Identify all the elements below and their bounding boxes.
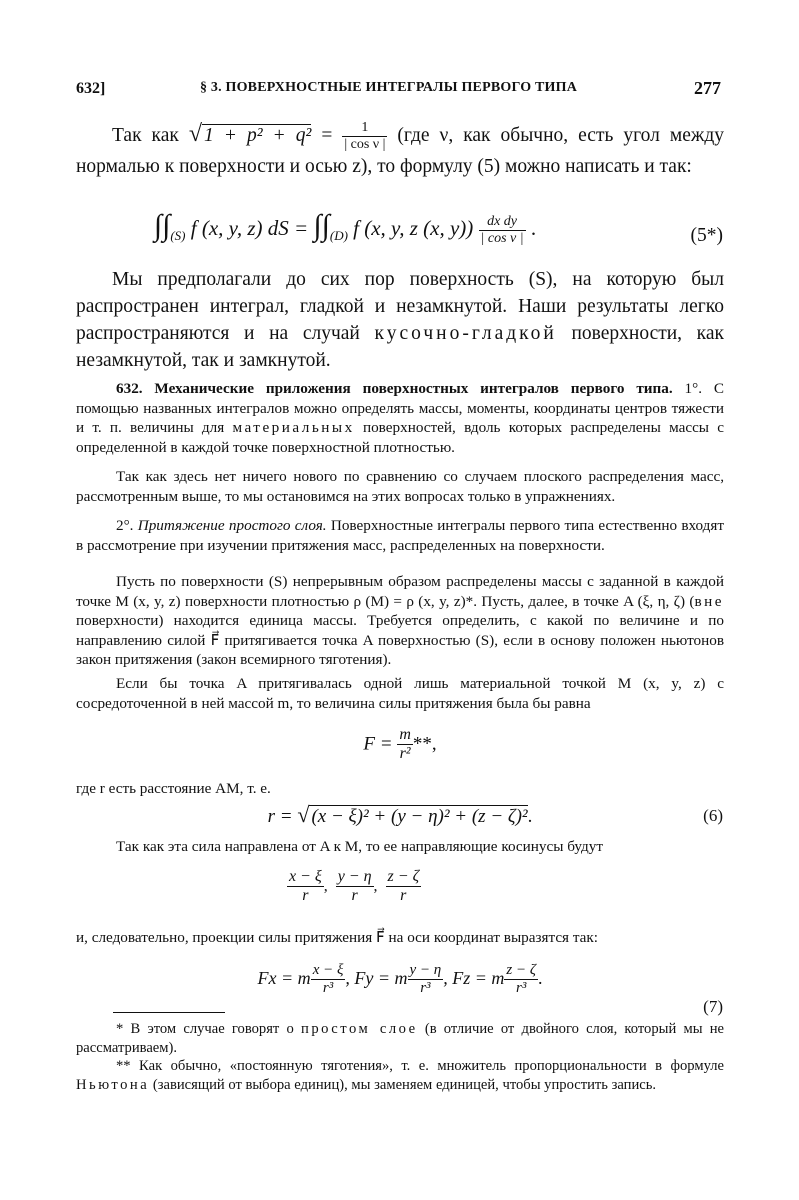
attraction-paragraph bbox=[76, 516, 724, 555]
rhs-double-integral: ∫∫ bbox=[313, 209, 330, 242]
assumptions-text-a: Мы предполагали до сих пор поверхность (S), на которую был распространен интеграл, гладкой и незамкнутой. Наши результаты легко распространяются и на случай bbox=[76, 269, 724, 344]
cosine-y-num: y − η bbox=[337, 868, 372, 885]
cosine-z bbox=[386, 868, 422, 906]
plane-distribution-paragraph: Так как здесь нет ничего нового по сравнению со случаем плоского распределения масс, рассмотренным выше, то мы остановимся на этих вопросах только в упражнениях. bbox=[76, 468, 724, 505]
footnote-2-text-b: (зависящий от выбора единиц), мы заменяем единицей, чтобы упростить запись. bbox=[149, 1076, 657, 1093]
rhs-frac-num: dx dy bbox=[487, 213, 518, 229]
sqrt-body: 1 + p² + q² bbox=[204, 125, 312, 147]
rhs-domain: (D) bbox=[329, 228, 348, 244]
footnote-2 bbox=[76, 1057, 724, 1094]
lhs-domain: (S) bbox=[170, 228, 186, 244]
projections-paragraph: и, следовательно, проекции силы притяжения F⃗ на оси координат выразятся так: bbox=[76, 929, 599, 946]
attraction-text: Поверхностные интегралы первого типа естественно входят в рассмотрение при изучении притяжения масс, распределенных на поверхности. bbox=[76, 517, 725, 554]
fz-fraction bbox=[504, 962, 538, 998]
footnote-2-text-a: ** Как обычно, «постоянную тяготения», т. е. множитель пропорциональности в формуле bbox=[116, 1058, 724, 1074]
attraction-italic-title: Притяжение простого слоя. bbox=[137, 517, 327, 534]
cosine-y bbox=[336, 868, 374, 906]
distance-tail: . bbox=[527, 806, 533, 827]
cosine-x bbox=[287, 868, 324, 906]
formula-newton-force bbox=[76, 726, 724, 764]
setup-paragraph bbox=[76, 572, 724, 670]
footnote-1-spaced: простом слое bbox=[301, 1021, 418, 1037]
fx-num: x − ξ bbox=[312, 962, 344, 978]
intro-eq-sign: = bbox=[311, 125, 343, 147]
attraction-label: 2°. bbox=[116, 517, 138, 534]
cosine-x-num: x − ξ bbox=[288, 868, 322, 885]
cosines-paragraph: Так как эта сила направлена от A к M, то ее направляющие косинусы будут bbox=[116, 838, 603, 855]
fx-den: r³ bbox=[311, 979, 346, 997]
equation-number-7: (7) bbox=[703, 997, 723, 1016]
lhs-integrand: f (x, y, z) dS = bbox=[185, 216, 314, 240]
assumptions-paragraph bbox=[76, 266, 724, 374]
force-lhs: F = bbox=[363, 733, 398, 755]
footnote-1-text-a: * В этом случае говорят о bbox=[116, 1021, 302, 1037]
cosine-z-den: r bbox=[386, 886, 422, 905]
header-section-number: 632] bbox=[76, 80, 106, 97]
fy-den: r³ bbox=[408, 979, 444, 997]
distance-lhs: r = bbox=[267, 806, 298, 827]
intro-paragraph bbox=[76, 120, 724, 180]
intro-text-a: Так как bbox=[112, 125, 189, 147]
rhs-frac-den: | cos ν | bbox=[480, 230, 524, 246]
point-mass-paragraph: Если бы точка A притягивалась одной лишь материальной точкой M (x, y, z) с сосредоточенной в ней массой m, то величина силы притяжения была бы равна bbox=[76, 675, 724, 712]
where-paragraph: где r есть расстояние AM, т. е. bbox=[76, 780, 271, 797]
distance-sqrt-sign: √ bbox=[297, 802, 310, 827]
section-632-text-b: поверхностей, вдоль которых распределены массы с определенной в каждой точке поверхностной плотностью. bbox=[76, 419, 724, 456]
footnote-2-spaced: Ньютона bbox=[76, 1076, 150, 1093]
force-tail: **, bbox=[412, 733, 437, 755]
setup-text-b: поверхности) находится единица массы. Требуется определить, с какой по величине и по направлению силой F⃗ притягивается точка A поверхностью (S), если в основу положен ньютонов закон притяжения (закон всемирного тяготения). bbox=[76, 612, 724, 669]
assumptions-text-b: поверхности, как незамкнутой, так и замкнутой. bbox=[76, 323, 724, 371]
cosine-y-den: r bbox=[336, 886, 374, 905]
lhs-double-integral: ∫∫ bbox=[153, 209, 171, 242]
footnote-1-text-b: (в отличие от двойного слоя, который мы не рассматриваем). bbox=[76, 1021, 725, 1056]
rhs-tail: . bbox=[525, 216, 537, 240]
rhs-fraction bbox=[479, 214, 526, 247]
section-632-heading: 632. Механические приложения поверхностных интегралов первого типа. bbox=[116, 380, 673, 397]
intro-fraction bbox=[342, 120, 387, 153]
assumptions-spaced: кусочно-гладкой bbox=[374, 323, 557, 344]
section-632-paragraph bbox=[76, 379, 724, 457]
intro-frac-den: | cos ν | bbox=[344, 137, 386, 153]
distance-body: (x − ξ)² + (y − η)² + (z − ζ)² bbox=[311, 806, 528, 827]
fy-lhs: , Fy = m bbox=[345, 967, 408, 988]
fx-lhs: Fx = m bbox=[257, 967, 311, 988]
footnote-separator bbox=[113, 1012, 225, 1013]
fz-num: z − ζ bbox=[506, 962, 536, 978]
header-title: § 3. ПОВЕРХНОСТНЫЕ ИНТЕГРАЛЫ ПЕРВОГО ТИПА bbox=[200, 80, 578, 95]
formula-5-star bbox=[0, 209, 690, 249]
cosine-z-num: z − ζ bbox=[387, 868, 420, 885]
fz-lhs: , Fz = m bbox=[443, 967, 505, 988]
setup-text-a: Пусть по поверхности (S) непрерывным образом распределены массы с заданной в каждой точке M (x, y, z) поверхности плотностью ρ (M) = ρ (x, y, z)*. Пусть, далее, в точке A (ξ, η, ζ) ( bbox=[76, 573, 724, 610]
header-page-number: 277 bbox=[694, 78, 721, 98]
footnote-1 bbox=[76, 1020, 724, 1057]
fx-fraction bbox=[311, 962, 346, 998]
force-den: r² bbox=[397, 744, 413, 763]
equation-number-6: (6) bbox=[703, 806, 723, 825]
force-fraction bbox=[397, 726, 413, 764]
intro-text-b: (где ν, как обычно, есть угол между нормалью к поверхности и осью z), то формулу (5) можно написать и так: bbox=[76, 125, 724, 178]
fy-num: y − η bbox=[409, 962, 442, 978]
setup-spaced: вне bbox=[694, 592, 724, 610]
cosine-x-den: r bbox=[287, 886, 324, 905]
force-num: m bbox=[399, 726, 411, 743]
fy-fraction bbox=[408, 962, 444, 998]
intro-frac-num: 1 bbox=[361, 120, 369, 135]
section-632-text-a: 1°. С помощью названных интегралов можно определять массы, моменты, координаты центров тяжести и т. п. величины для bbox=[76, 380, 724, 437]
direction-cosines: $\frac{x - \xi}{r}$ , $\frac{y - \eta}{r}$ , $\frac{z - \zeta}{r}$ bbox=[288, 868, 420, 905]
equation-number-5-star: (5*) bbox=[690, 225, 723, 246]
formula-6 bbox=[76, 802, 724, 828]
fz-den: r³ bbox=[504, 979, 538, 997]
sqrt-sign: √ bbox=[188, 121, 203, 148]
rhs-integrand: f (x, y, z (x, y)) bbox=[347, 216, 479, 240]
formula-7-tail: . bbox=[537, 967, 543, 988]
section-632-spaced: материальных bbox=[232, 419, 355, 437]
formula-7 bbox=[76, 962, 724, 998]
